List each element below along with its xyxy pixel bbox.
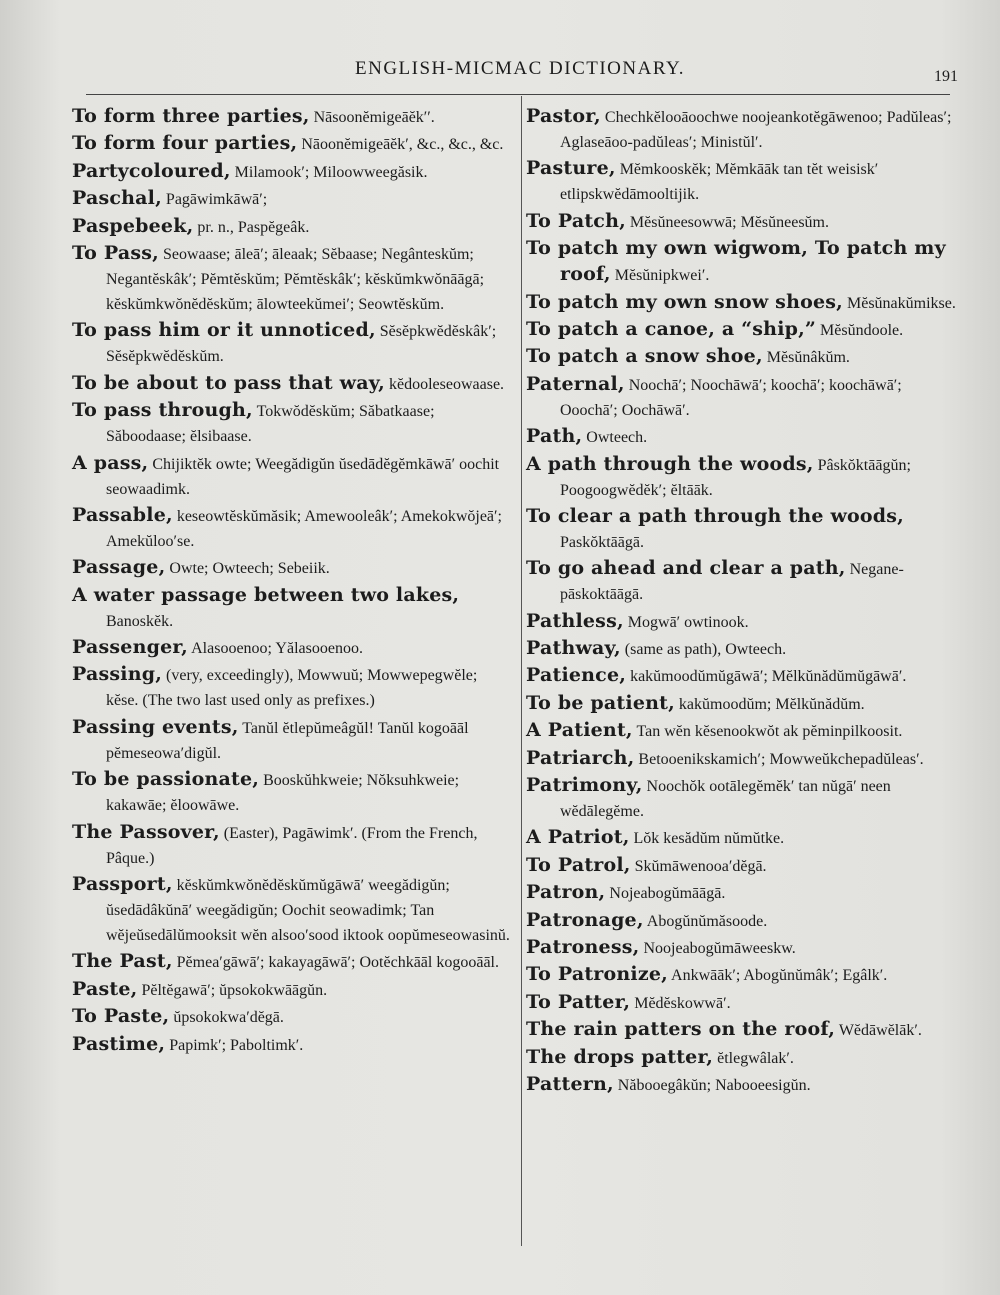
dictionary-entry <box>72 104 512 130</box>
dictionary-entry <box>72 820 512 871</box>
entry-headword: Paternal, <box>526 372 625 395</box>
entry-definition: Noojeabogŭmāweeskw. <box>643 939 796 957</box>
dictionary-entry <box>526 236 958 288</box>
dictionary-entry <box>526 663 958 689</box>
entry-definition: Negane-pāskoktāāgā. <box>560 561 904 604</box>
running-header: ENGLISH-MICMAC DICTIONARY. <box>355 58 685 79</box>
entry-headword: Pattern, <box>526 1072 614 1095</box>
entry-definition: Abogŭnŭmăsoode. <box>646 912 768 930</box>
entry-headword: Paspebeek, <box>72 214 194 237</box>
dictionary-entry <box>72 186 512 212</box>
entry-headword: To form four parties, <box>72 132 298 155</box>
entry-definition: Owte; Owteech; Sebeiik. <box>169 560 330 578</box>
dictionary-entry <box>72 767 512 818</box>
dictionary-entry <box>72 715 512 766</box>
entry-definition: Noochŏk ootālegĕmĕk′ tan nŭgā′ neen wĕdālegĕme. <box>560 778 891 821</box>
entry-definition: kĕskŭmkwŏnĕdĕskŭmŭgāwā′ weegădigŭn; ŭsedādâkŭnā′ weegădigŭn; Oochit seowadimk; Tan wĕjeŭsedālŭmooksit wĕn alsoo′sood iktook oopŭmeseowasinŭ. <box>106 877 510 945</box>
dictionary-entry <box>526 1017 958 1043</box>
entry-definition: Mĕsŭneesowwā; Mĕsŭneesŭm. <box>629 213 829 231</box>
entry-headword: To clear a path through the woods, <box>526 504 904 527</box>
entry-definition: Mĕsŭnakŭmikse. <box>846 294 956 312</box>
entry-headword: To Patter, <box>526 990 631 1013</box>
dictionary-entry <box>526 452 958 503</box>
dictionary-entry <box>526 609 958 635</box>
dictionary-entry <box>526 156 958 207</box>
entry-definition: Alasooenoo; Yălasooenoo. <box>191 640 363 658</box>
entry-headword: To patch my own wigwom, To patch my roof, <box>526 237 946 286</box>
entry-definition: Mĕsŭnipkwei′. <box>614 267 710 285</box>
dictionary-entry <box>526 962 958 988</box>
dictionary-entry <box>526 773 958 824</box>
entry-definition: Betooenikskamich′; Mowweŭkchepadŭleas′. <box>638 750 924 768</box>
dictionary-entry <box>526 935 958 961</box>
dictionary-entry <box>526 504 958 555</box>
dictionary-entry <box>526 1045 958 1071</box>
dictionary-entry <box>72 635 512 661</box>
dictionary-entry <box>526 636 958 662</box>
entry-definition: Mĕsŭnâkŭm. <box>766 349 850 367</box>
entry-headword: To pass him or it unnoticed, <box>72 319 376 342</box>
header-rule <box>86 94 950 95</box>
entry-definition: Sĕsĕpkwĕdĕskâk′; Sĕsĕpkwĕdĕskŭm. <box>106 323 497 366</box>
dictionary-entry <box>72 159 512 185</box>
entry-definition: Skŭmāwenooa′dĕgā. <box>634 857 767 875</box>
entry-definition: Tanŭl ĕtlepŭmeâgŭl! Tanŭl kogoāāl pĕmeseowa′digŭl. <box>106 719 469 762</box>
dictionary-entry <box>72 503 512 554</box>
entry-headword: Passing, <box>72 663 163 686</box>
entry-headword: Patrimony, <box>526 774 643 797</box>
dictionary-entry <box>72 1004 512 1030</box>
entry-definition: Owteech. <box>586 429 648 447</box>
dictionary-entry <box>526 556 958 607</box>
entry-definition: Pĕltĕgawā′; ŭpsokokwāāgŭn. <box>141 981 328 999</box>
dictionary-entry <box>72 583 512 634</box>
entry-headword: The drops patter, <box>526 1045 714 1068</box>
entry-definition: Tan wĕn kĕsenookwŏt ak pĕminpilkoosit. <box>636 723 903 741</box>
entry-headword: Patroness, <box>526 935 640 958</box>
dictionary-entry <box>526 104 958 155</box>
entry-headword: Passage, <box>72 556 166 579</box>
entry-definition: keseowtĕskŭmăsik; Amewooleâk′; Amekokwŏjeā′; Amekŭloo′se. <box>106 507 502 550</box>
dictionary-entry <box>72 555 512 581</box>
entry-headword: Pasture, <box>526 157 616 180</box>
entry-definition: Mogwā′ owtinook. <box>627 613 749 631</box>
entry-definition: kakŭmoodŭm; Mĕlkŭnădŭm. <box>678 695 865 713</box>
dictionary-entry <box>72 214 512 240</box>
dictionary-entry <box>526 691 958 717</box>
dictionary-entry <box>526 424 958 450</box>
entry-definition: pr. n., Paspĕgeâk. <box>197 218 310 236</box>
entry-definition: kakŭmoodŭmŭgāwā′; Mĕlkŭnădŭmŭgāwā′. <box>630 668 907 686</box>
entry-definition: Nāoonĕmigeāĕk′, &c., &c., &c. <box>301 136 504 154</box>
dictionary-entry <box>72 662 512 713</box>
entry-headword: To Patrol, <box>526 853 631 876</box>
dictionary-entry <box>526 372 958 423</box>
entry-definition: Papimk′; Paboltimk′. <box>169 1036 304 1054</box>
entry-headword: Passing events, <box>72 715 239 738</box>
right-column <box>526 104 958 1099</box>
dictionary-entry <box>526 344 958 370</box>
dictionary-entry <box>526 317 958 343</box>
entry-headword: A Patient, <box>526 719 633 742</box>
dictionary-entry <box>526 825 958 851</box>
entry-definition: Ankwāāk′; Abogŭnŭmâk′; Egâlk′. <box>671 967 888 985</box>
entry-headword: The Passover, <box>72 820 220 843</box>
entry-headword: To Patch, <box>526 209 626 232</box>
entry-definition: Booskŭhkweie; Nŏksuhkweie; kakawāe; ĕloowāwe. <box>106 772 460 815</box>
entry-definition: Pâskŏktāāgŭn; Poogoogwĕdĕk′; ĕltāāk. <box>560 456 911 499</box>
entry-headword: Paste, <box>72 977 138 1000</box>
entry-headword: Passenger, <box>72 636 188 659</box>
entry-definition: Nojeabogŭmāāgā. <box>609 885 726 903</box>
entry-definition: ŭpsokokwa′dĕgā. <box>173 1009 284 1027</box>
dictionary-entry <box>72 371 512 397</box>
entry-headword: Pastor, <box>526 105 601 127</box>
entry-headword: Patience, <box>526 664 627 687</box>
entry-definition: Wĕdāwĕlāk′. <box>838 1022 922 1040</box>
entry-headword: To be passionate, <box>72 768 260 791</box>
entry-definition: Lŏk kesădŭm nŭmŭtke. <box>633 830 785 848</box>
entry-headword: To be patient, <box>526 691 675 714</box>
dictionary-entry <box>72 398 512 449</box>
entry-definition: (very, exceedingly), Mowwuŭ; Mowwepegwĕle; kĕse. (The two last used only as prefixes.) <box>106 667 478 710</box>
dictionary-entry <box>526 990 958 1016</box>
entry-definition: Noochā′; Noochāwā′; koochā′; koochāwā′; Ooochā′; Oochāwā′. <box>560 376 902 419</box>
entry-definition: Mĕdĕskowwā′. <box>634 994 731 1012</box>
dictionary-entry <box>72 131 512 157</box>
entry-definition: Banoskĕk. <box>106 612 174 630</box>
entry-headword: The Past, <box>72 950 173 973</box>
dictionary-entry <box>526 880 958 906</box>
dictionary-entry <box>72 872 512 948</box>
entry-definition: ĕtlegwâlak′. <box>717 1049 794 1067</box>
entry-headword: Passport, <box>72 873 173 896</box>
entry-headword: The rain patters on the roof, <box>526 1018 836 1041</box>
dictionary-entry <box>72 241 512 317</box>
entry-headword: Patron, <box>526 881 606 904</box>
entry-definition: Chechkĕlooāoochwe noojeankotĕgāwenoo; Padŭleas′; Aglaseāoo-padŭleas′; Ministŭl′. <box>560 109 952 151</box>
entry-headword: Patriarch, <box>526 746 635 769</box>
entry-headword: Pastime, <box>72 1032 166 1055</box>
dictionary-entry <box>526 1072 958 1098</box>
entry-definition: kĕdooleseowaase. <box>388 375 505 393</box>
left-column <box>72 104 512 1059</box>
entry-headword: To patch a canoe, a “ship,” <box>526 317 817 340</box>
entry-definition: Nāsoonĕmigeāĕk′′. <box>313 109 435 126</box>
dictionary-entry <box>526 209 958 235</box>
dictionary-entry <box>72 949 512 975</box>
entry-headword: A pass, <box>72 451 149 474</box>
dictionary-entry <box>526 853 958 879</box>
entry-definition: Chijiktĕk owte; Weegădigŭn ŭsedādĕgĕmkāwā′ oochit seowaadimk. <box>106 455 500 498</box>
entry-headword: Partycoloured, <box>72 159 231 182</box>
entry-definition: Năbooegâkŭn; Nabooeesigŭn. <box>617 1076 811 1094</box>
entry-definition: Paskŏktāāgā. <box>560 533 644 551</box>
entry-definition: Tokwŏdĕskŭm; Săbatkaase; Săboodaase; ĕlsibaase. <box>106 403 435 446</box>
entry-definition: Mĕmkooskĕk; Mĕmkāāk tan tĕt weisisk′ etlipskwĕdāmooltijik. <box>560 161 879 204</box>
dictionary-entry <box>72 1032 512 1058</box>
dictionary-entry <box>526 908 958 934</box>
entry-headword: To Pass, <box>72 241 159 264</box>
dictionary-entry <box>526 290 958 316</box>
entry-headword: Path, <box>526 425 583 448</box>
page-number: 191 <box>934 68 958 85</box>
entry-headword: A Patriot, <box>526 826 630 849</box>
dictionary-entry <box>72 318 512 369</box>
entry-definition: Seowaase; āleā′; āleaak; Sĕbaase; Negânteskŭm; Negantĕskâk′; Pĕmtĕskŭm; Pĕmtĕskâk′; kĕskŭmkwŏnāāgā; kĕskŭmkwŏnĕdĕskŭm; ālowteekŭmei′; Seowtĕskŭm. <box>106 245 485 313</box>
entry-headword: To be about to pass that way, <box>72 371 385 394</box>
entry-headword: Patronage, <box>526 908 644 931</box>
entry-headword: To patch my own snow shoes, <box>526 290 843 313</box>
entry-definition: Pagāwimkāwā′; <box>165 191 268 209</box>
entry-headword: A water passage between two lakes, <box>72 583 460 606</box>
entry-headword: Pathway, <box>526 637 621 660</box>
entry-headword: A path through the woods, <box>526 452 814 475</box>
entry-headword: To Patronize, <box>526 963 668 986</box>
entry-headword: To Paste, <box>72 1005 170 1028</box>
entry-definition: (same as path), Owteech. <box>624 641 787 659</box>
entry-headword: Paschal, <box>72 187 162 210</box>
entry-headword: Pathless, <box>526 609 624 632</box>
column-divider <box>521 96 522 1246</box>
entry-definition: (Easter), Pagāwimk′. (From the French, Pâque.) <box>106 824 478 867</box>
entry-definition: Pĕmea′gāwā′; kakayagāwā′; Ootĕchkāāl kogooāāl. <box>176 954 499 972</box>
entry-headword: To form three parties, <box>72 105 310 127</box>
dictionary-entry <box>526 746 958 772</box>
dictionary-entry <box>526 718 958 744</box>
entry-headword: To patch a snow shoe, <box>526 345 763 368</box>
entry-definition: Milamook′; Miloowweegăsik. <box>234 163 428 181</box>
entry-definition: Mĕsŭndoole. <box>820 321 904 339</box>
entry-headword: To pass through, <box>72 399 253 422</box>
dictionary-entry <box>72 977 512 1003</box>
entry-headword: Passable, <box>72 503 173 526</box>
entry-headword: To go ahead and clear a path, <box>526 557 846 580</box>
dictionary-entry <box>72 451 512 502</box>
